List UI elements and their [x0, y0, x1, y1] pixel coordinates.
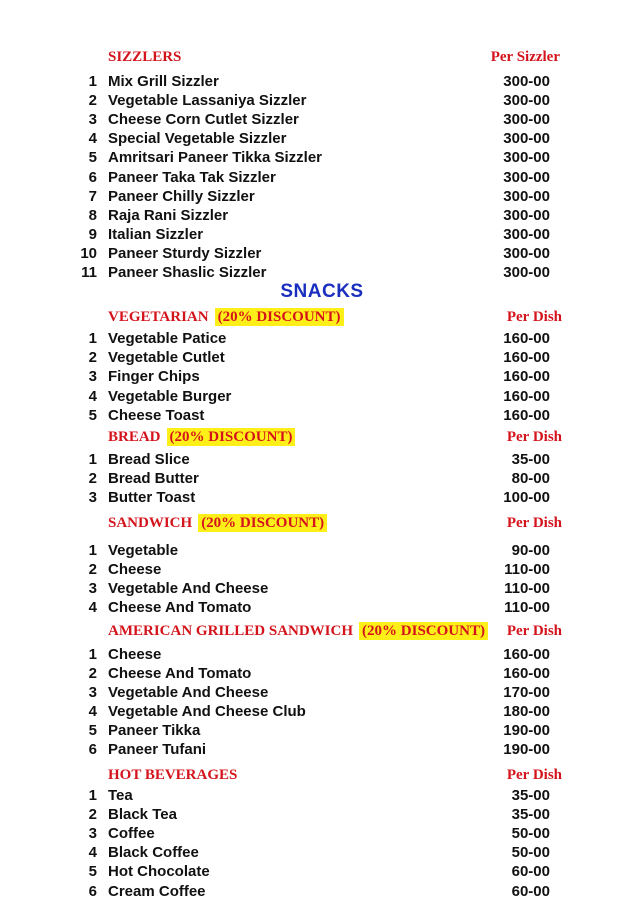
menu-item-row	[0, 488, 640, 507]
item-number: 5	[88, 863, 97, 881]
menu-item-row	[0, 110, 640, 129]
item-name: Hot Chocolate	[108, 863, 210, 881]
menu-item-row	[0, 805, 640, 824]
item-number: 4	[88, 703, 97, 720]
menu-item-row	[0, 824, 640, 843]
item-price: 300-00	[503, 244, 550, 262]
american-per-label: Per Dish	[506, 623, 562, 639]
item-price: 190-00	[503, 741, 550, 758]
item-name: Bread Slice	[108, 451, 190, 468]
vegetarian-heading	[108, 307, 344, 327]
item-number: 4	[88, 844, 97, 862]
menu-item-row	[0, 645, 640, 664]
item-price: 160-00	[503, 406, 550, 424]
item-number: 1	[88, 73, 97, 90]
item-name: Paneer Tikka	[108, 722, 201, 739]
item-price: 100-00	[503, 489, 550, 506]
item-number: 3	[88, 580, 97, 598]
item-number: 2	[88, 92, 97, 110]
item-number: 8	[88, 206, 97, 224]
bread-per-label: Per Dish	[506, 429, 562, 445]
menu-item-row	[0, 579, 640, 598]
item-number: 5	[88, 149, 97, 167]
menu-item-row	[0, 72, 640, 91]
menu-item-row	[0, 348, 640, 367]
item-number: 4	[88, 387, 97, 405]
item-name: Vegetable Burger	[108, 387, 232, 405]
item-price: 300-00	[503, 225, 550, 243]
hot-beverages-per-label: Per Dish	[506, 767, 562, 783]
item-price: 300-00	[503, 149, 550, 167]
item-number: 4	[88, 130, 97, 148]
menu-item-row	[0, 450, 640, 469]
item-number: 10	[80, 244, 97, 262]
item-price: 300-00	[503, 187, 550, 205]
menu-item-row	[0, 225, 640, 244]
item-number: 4	[88, 599, 97, 617]
item-price: 160-00	[503, 330, 550, 347]
item-number: 3	[88, 489, 97, 506]
sandwich-title: SANDWICH	[108, 515, 193, 531]
menu-item-row	[0, 367, 640, 386]
item-number: 6	[88, 741, 97, 758]
vegetarian-discount-badge: (20% DISCOUNT)	[215, 308, 344, 326]
item-name: Cheese And Tomato	[108, 599, 252, 617]
menu-item-row	[0, 469, 640, 488]
item-price: 50-00	[511, 825, 550, 843]
item-number: 1	[88, 451, 97, 468]
item-price: 35-00	[511, 451, 550, 468]
item-price: 90-00	[511, 542, 550, 559]
item-number: 3	[88, 111, 97, 129]
sandwich-per-label: Per Dish	[506, 515, 562, 531]
item-name: Finger Chips	[108, 368, 200, 386]
item-name: Vegetable Cutlet	[108, 349, 225, 367]
item-price: 110-00	[504, 561, 550, 579]
item-price: 35-00	[511, 787, 550, 804]
item-number: 3	[88, 368, 97, 386]
menu-item-row	[0, 148, 640, 167]
item-name: Vegetable And Cheese	[108, 580, 269, 598]
menu-item-row	[0, 168, 640, 187]
menu-item-row	[0, 664, 640, 683]
item-price: 60-00	[511, 863, 550, 881]
item-number: 3	[88, 825, 97, 843]
item-number: 1	[88, 330, 97, 347]
item-name: Italian Sizzler	[108, 225, 204, 243]
item-price: 160-00	[503, 368, 550, 386]
menu-item-row	[0, 263, 640, 282]
item-name: Paneer Chilly Sizzler	[108, 187, 255, 205]
menu-item-row	[0, 329, 640, 348]
menu-item-row	[0, 721, 640, 740]
item-name: Paneer Tufani	[108, 741, 207, 758]
item-number: 11	[81, 264, 97, 281]
american-title: AMERICAN GRILLED SANDWICH	[108, 623, 354, 639]
item-price: 300-00	[503, 168, 550, 186]
menu-item-row	[0, 406, 640, 425]
hot-beverages-title: HOT BEVERAGES	[108, 767, 238, 783]
menu-item-row	[0, 786, 640, 805]
item-name: Cheese	[108, 646, 162, 663]
item-price: 160-00	[503, 387, 550, 405]
item-number: 1	[88, 646, 97, 663]
menu-item-row	[0, 843, 640, 862]
item-name: Paneer Sturdy Sizzler	[108, 244, 262, 262]
item-price: 300-00	[503, 73, 550, 90]
item-name: Black Coffee	[108, 844, 199, 862]
item-number: 9	[88, 225, 97, 243]
item-price: 180-00	[503, 703, 550, 720]
item-number: 3	[88, 684, 97, 701]
item-number: 1	[88, 787, 97, 804]
menu-item-row	[0, 683, 640, 702]
item-number: 1	[88, 542, 97, 559]
item-price: 300-00	[503, 130, 550, 148]
item-number: 7	[88, 187, 97, 205]
bread-heading	[108, 427, 295, 447]
sizzlers-per-label: Per Sizzler	[490, 49, 560, 65]
item-name: Vegetable	[108, 542, 179, 559]
item-name: Vegetable And Cheese	[108, 684, 269, 701]
item-number: 2	[88, 665, 97, 682]
menu-item-row	[0, 129, 640, 148]
menu-item-row	[0, 206, 640, 225]
item-number: 2	[88, 806, 97, 824]
menu-item-row	[0, 882, 640, 901]
vegetarian-per-label: Per Dish	[506, 309, 562, 325]
item-price: 80-00	[511, 470, 550, 487]
menu-item-row	[0, 91, 640, 110]
menu-item-row	[0, 740, 640, 759]
sizzlers-title: SIZZLERS	[108, 49, 182, 65]
item-price: 160-00	[503, 349, 550, 367]
item-number: 6	[88, 882, 97, 900]
item-name: Cheese Toast	[108, 406, 205, 424]
item-price: 160-00	[503, 646, 550, 663]
item-number: 2	[88, 561, 97, 579]
item-name: Raja Rani Sizzler	[108, 206, 229, 224]
american-discount-badge: (20% DISCOUNT)	[359, 622, 488, 640]
hot-beverages-heading	[108, 765, 237, 785]
sandwich-discount-badge: (20% DISCOUNT)	[198, 514, 327, 532]
item-name: Cheese Corn Cutlet Sizzler	[108, 111, 299, 129]
item-name: Black Tea	[108, 806, 177, 824]
item-price: 110-00	[504, 580, 550, 598]
item-name: Cream Coffee	[108, 882, 206, 900]
item-number: 6	[88, 168, 97, 186]
item-name: Paneer Shaslic Sizzler	[108, 264, 267, 281]
american-heading	[108, 621, 488, 641]
menu-item-row	[0, 387, 640, 406]
sizzlers-heading	[108, 47, 181, 67]
item-name: Cheese	[108, 561, 162, 579]
item-number: 5	[88, 406, 97, 424]
sandwich-heading	[108, 513, 327, 533]
item-price: 110-00	[504, 599, 550, 617]
item-name: Mix Grill Sizzler	[108, 73, 219, 90]
snacks-title: SNACKS	[280, 281, 364, 302]
menu-item-row	[0, 187, 640, 206]
item-price: 50-00	[511, 844, 550, 862]
item-price: 35-00	[511, 806, 550, 824]
item-name: Tea	[108, 787, 133, 804]
vegetarian-title: VEGETARIAN	[108, 309, 209, 325]
menu-item-row	[0, 702, 640, 721]
item-price: 300-00	[503, 264, 550, 281]
item-price: 60-00	[511, 882, 550, 900]
item-name: Amritsari Paneer Tikka Sizzler	[108, 149, 322, 167]
item-price: 300-00	[503, 206, 550, 224]
item-name: Bread Butter	[108, 470, 199, 487]
item-number: 5	[88, 722, 97, 739]
item-name: Butter Toast	[108, 489, 196, 506]
item-name: Cheese And Tomato	[108, 665, 252, 682]
item-number: 2	[88, 470, 97, 487]
item-name: Paneer Taka Tak Sizzler	[108, 168, 276, 186]
item-price: 190-00	[503, 722, 550, 739]
item-name: Vegetable Patice	[108, 330, 227, 347]
item-name: Vegetable Lassaniya Sizzler	[108, 92, 307, 110]
item-price: 300-00	[503, 92, 550, 110]
item-price: 300-00	[503, 111, 550, 129]
menu-item-row	[0, 560, 640, 579]
menu-item-row	[0, 244, 640, 263]
menu-item-row	[0, 598, 640, 617]
bread-discount-badge: (20% DISCOUNT)	[167, 428, 296, 446]
item-price: 170-00	[503, 684, 550, 701]
menu-item-row	[0, 862, 640, 881]
item-name: Special Vegetable Sizzler	[108, 130, 287, 148]
item-price: 160-00	[503, 665, 550, 682]
bread-title: BREAD	[108, 429, 161, 445]
menu-item-row	[0, 541, 640, 560]
item-name: Coffee	[108, 825, 155, 843]
item-number: 2	[88, 349, 97, 367]
item-name: Vegetable And Cheese Club	[108, 703, 306, 720]
